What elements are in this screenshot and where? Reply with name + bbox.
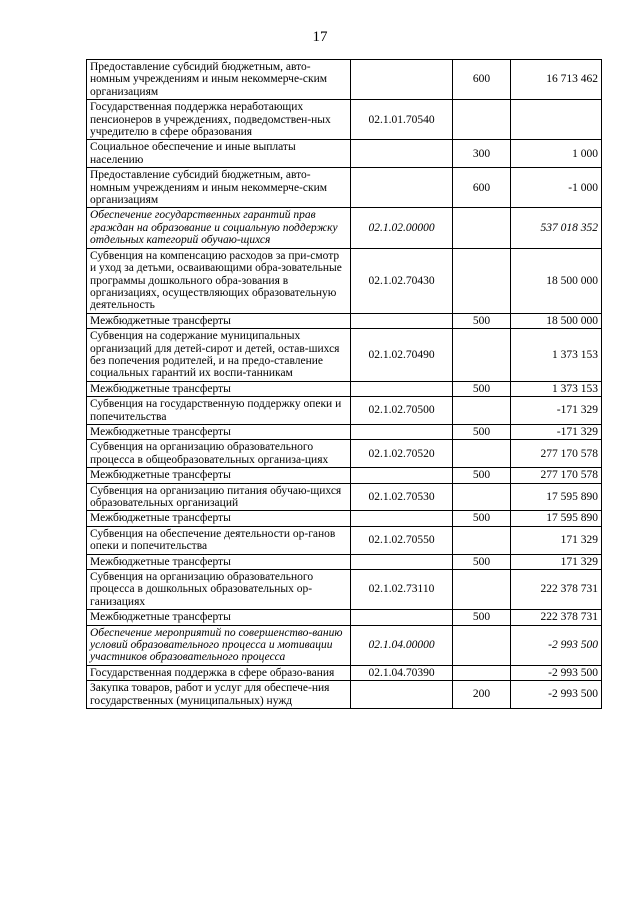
row-name-cell: Межбюджетные трансферты — [87, 381, 351, 396]
row-sum-cell — [511, 100, 602, 140]
table-row — [87, 100, 602, 140]
row-sum-cell: -171 329 — [511, 397, 602, 425]
row-expense-type-cell — [453, 570, 511, 610]
row-sum-cell: 171 329 — [511, 526, 602, 554]
row-code-cell — [351, 554, 453, 569]
row-sum-cell: 1 373 153 — [511, 329, 602, 382]
row-expense-type-cell: 600 — [453, 60, 511, 100]
row-name-cell: Межбюджетные трансферты — [87, 554, 351, 569]
row-code-cell — [351, 468, 453, 483]
row-expense-type-cell: 500 — [453, 468, 511, 483]
table-row — [87, 381, 602, 396]
row-sum-cell: 17 595 890 — [511, 483, 602, 511]
table-row — [87, 397, 602, 425]
table-row — [87, 681, 602, 709]
table-row — [87, 440, 602, 468]
table-row — [87, 468, 602, 483]
row-expense-type-cell: 500 — [453, 554, 511, 569]
table-row — [87, 248, 602, 313]
row-sum-cell: 171 329 — [511, 554, 602, 569]
table-row — [87, 511, 602, 526]
row-code-cell — [351, 168, 453, 208]
row-sum-cell: -2 993 500 — [511, 665, 602, 680]
table-row — [87, 168, 602, 208]
table-row — [87, 60, 602, 100]
row-name-cell: Межбюджетные трансферты — [87, 511, 351, 526]
table-row — [87, 554, 602, 569]
budget-table — [86, 59, 602, 709]
row-code-cell: 02.1.02.70520 — [351, 440, 453, 468]
table-row — [87, 570, 602, 610]
row-expense-type-cell: 300 — [453, 140, 511, 168]
row-code-cell: 02.1.02.00000 — [351, 208, 453, 248]
table-row — [87, 625, 602, 665]
row-name-cell: Субвенция на организацию образовательного процесса в дошкольных образовательных ор-ганизациях — [87, 570, 351, 610]
row-sum-cell: 222 378 731 — [511, 570, 602, 610]
table-row — [87, 329, 602, 382]
row-name-cell: Обеспечение государственных гарантий прав граждан на образование и социальную поддержку отдельных категорий обучаю-щихся — [87, 208, 351, 248]
row-expense-type-cell — [453, 665, 511, 680]
row-expense-type-cell — [453, 397, 511, 425]
row-code-cell: 02.1.02.70490 — [351, 329, 453, 382]
row-name-cell: Субвенция на обеспечение деятельности ор-ганов опеки и попечительства — [87, 526, 351, 554]
row-expense-type-cell: 500 — [453, 511, 511, 526]
row-sum-cell: 277 170 578 — [511, 440, 602, 468]
row-code-cell — [351, 381, 453, 396]
table-row — [87, 665, 602, 680]
row-sum-cell: 1 000 — [511, 140, 602, 168]
row-code-cell: 02.1.04.00000 — [351, 625, 453, 665]
row-sum-cell: -2 993 500 — [511, 681, 602, 709]
row-expense-type-cell — [453, 625, 511, 665]
row-sum-cell: -2 993 500 — [511, 625, 602, 665]
row-sum-cell: 18 500 000 — [511, 313, 602, 328]
row-expense-type-cell: 500 — [453, 313, 511, 328]
row-expense-type-cell — [453, 440, 511, 468]
page-number: 17 — [312, 29, 328, 45]
row-expense-type-cell — [453, 483, 511, 511]
row-code-cell: 02.1.02.73110 — [351, 570, 453, 610]
row-sum-cell: 537 018 352 — [511, 208, 602, 248]
table-row — [87, 208, 602, 248]
row-name-cell: Государственная поддержка в сфере образо-вания — [87, 665, 351, 680]
row-name-cell: Обеспечение мероприятий по совершенство-ванию условий образовательного процесса и мотивации участников образовательного процесса — [87, 625, 351, 665]
row-sum-cell: 222 378 731 — [511, 610, 602, 625]
row-expense-type-cell: 500 — [453, 610, 511, 625]
table-row — [87, 140, 602, 168]
table-row — [87, 526, 602, 554]
row-name-cell: Субвенция на организацию питания обучаю-щихся образовательных организаций — [87, 483, 351, 511]
row-code-cell: 02.1.02.70550 — [351, 526, 453, 554]
row-name-cell: Субвенция на государственную поддержку опеки и попечительства — [87, 397, 351, 425]
row-sum-cell: 1 373 153 — [511, 381, 602, 396]
row-sum-cell: 277 170 578 — [511, 468, 602, 483]
row-code-cell: 02.1.02.70530 — [351, 483, 453, 511]
row-sum-cell: -1 000 — [511, 168, 602, 208]
row-code-cell — [351, 60, 453, 100]
row-name-cell: Межбюджетные трансферты — [87, 468, 351, 483]
row-expense-type-cell: 500 — [453, 381, 511, 396]
row-name-cell: Государственная поддержка неработающих пенсионеров в учреждениях, подведомствен-ных учредителю в сфере образования — [87, 100, 351, 140]
row-name-cell: Межбюджетные трансферты — [87, 424, 351, 439]
row-expense-type-cell — [453, 329, 511, 382]
row-name-cell: Предоставление субсидий бюджетным, авто-номным учреждениям и иным некоммерче-ским организациям — [87, 60, 351, 100]
row-code-cell: 02.1.02.70500 — [351, 397, 453, 425]
row-code-cell: 02.1.02.70430 — [351, 248, 453, 313]
row-expense-type-cell — [453, 208, 511, 248]
row-code-cell — [351, 140, 453, 168]
row-expense-type-cell — [453, 100, 511, 140]
row-name-cell: Межбюджетные трансферты — [87, 610, 351, 625]
table-row — [87, 313, 602, 328]
row-code-cell: 02.1.01.70540 — [351, 100, 453, 140]
table-row — [87, 424, 602, 439]
row-code-cell: 02.1.04.70390 — [351, 665, 453, 680]
row-sum-cell: 16 713 462 — [511, 60, 602, 100]
row-expense-type-cell: 500 — [453, 424, 511, 439]
table-row — [87, 483, 602, 511]
row-sum-cell: 17 595 890 — [511, 511, 602, 526]
row-expense-type-cell: 200 — [453, 681, 511, 709]
row-name-cell: Предоставление субсидий бюджетным, авто-номным учреждениям и иным некоммерче-ским организациям — [87, 168, 351, 208]
row-code-cell — [351, 511, 453, 526]
row-code-cell — [351, 313, 453, 328]
row-name-cell: Закупка товаров, работ и услуг для обеспече-ния государственных (муниципальных) нужд — [87, 681, 351, 709]
row-code-cell — [351, 610, 453, 625]
row-expense-type-cell: 600 — [453, 168, 511, 208]
row-sum-cell: -171 329 — [511, 424, 602, 439]
row-code-cell — [351, 681, 453, 709]
row-code-cell — [351, 424, 453, 439]
row-expense-type-cell — [453, 526, 511, 554]
budget-table-body — [87, 60, 602, 709]
row-name-cell: Субвенция на содержание муниципальных организаций для детей-сирот и детей, остав-шихся без попечения родителей, и на предо-ставление социальных гарантий их воспи-танникам — [87, 329, 351, 382]
row-sum-cell: 18 500 000 — [511, 248, 602, 313]
row-name-cell: Межбюджетные трансферты — [87, 313, 351, 328]
row-expense-type-cell — [453, 248, 511, 313]
table-row — [87, 610, 602, 625]
row-name-cell: Социальное обеспечение и иные выплаты населению — [87, 140, 351, 168]
row-name-cell: Субвенция на компенсацию расходов за при-смотр и уход за детьми, осваивающими обра-зовательные программы дошкольного обра-зования в организациях, осуществляющих образовательную деятельность — [87, 248, 351, 313]
row-name-cell: Субвенция на организацию образовательного процесса в общеобразовательных организа-циях — [87, 440, 351, 468]
